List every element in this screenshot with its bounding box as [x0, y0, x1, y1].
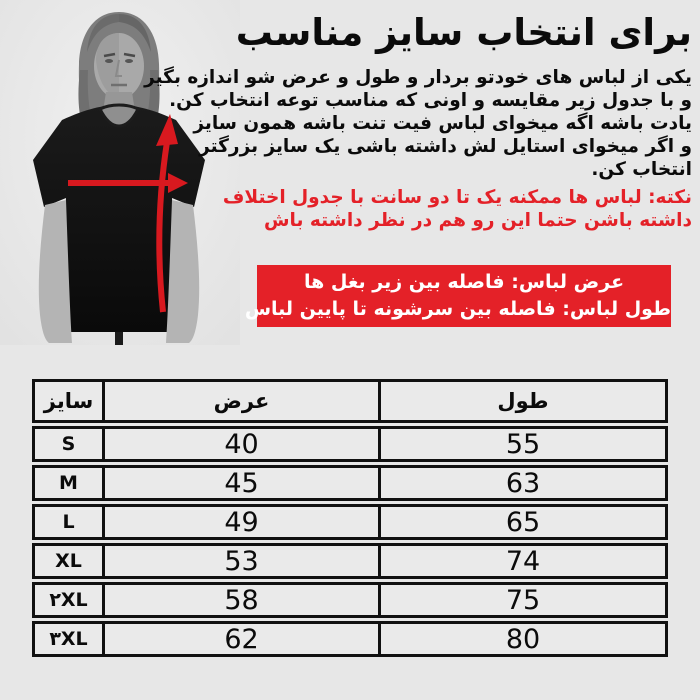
- definition-banner: [244, 265, 671, 327]
- size-cell: XL: [32, 543, 105, 579]
- stand-pole: [115, 332, 123, 345]
- intro-line: یکی از لباس های خودتو بردار و طول و عرض شو اندازه بگیر: [144, 67, 692, 89]
- intro-line: و با جدول زیر مقایسه و اونی که مناسب توعه انتخاب کن.: [169, 90, 692, 112]
- table-row: [32, 543, 668, 579]
- intro-text: [144, 66, 692, 181]
- width-cell: 45: [102, 465, 381, 501]
- intro-line: و اگر میخوای استایل لش داشته باشی یک سایز بزرگتر: [199, 136, 692, 158]
- table-row: [32, 582, 668, 618]
- width-cell: 53: [102, 543, 381, 579]
- banner-line: طول لباس: فاصله بین سرشونه تا پایین لباس: [244, 298, 671, 320]
- table-row: [32, 621, 668, 657]
- table-row: [32, 504, 668, 540]
- intro-line: انتخاب کن.: [591, 159, 692, 181]
- note-line: داشته باشن حتما این رو هم در نظر داشته باش: [264, 210, 692, 232]
- table-row: [32, 426, 668, 462]
- note-line: نکته: لباس ها ممکنه یک تا دو سانت با جدول اختلاف: [222, 187, 692, 209]
- width-cell: 62: [102, 621, 381, 657]
- note-text: [222, 186, 692, 232]
- instructions-column: [144, 10, 692, 232]
- width-cell: 49: [102, 504, 381, 540]
- length-cell: 63: [378, 465, 668, 501]
- size-table: [32, 379, 668, 660]
- length-cell: 55: [378, 426, 668, 462]
- mannequin-photo: [0, 0, 240, 345]
- table-header-row: [32, 379, 668, 423]
- intro-line: یادت باشه اگه میخوای لباس فیت تنت باشه همون سایز: [193, 113, 692, 135]
- width-cell: 40: [102, 426, 381, 462]
- banner-line: عرض لباس: فاصله بین زیر بغل ها: [303, 271, 625, 293]
- length-cell: 74: [378, 543, 668, 579]
- length-cell: 75: [378, 582, 668, 618]
- page-title: برای انتخاب سایز مناسب: [235, 11, 692, 54]
- size-cell: L: [32, 504, 105, 540]
- width-cell: 58: [102, 582, 381, 618]
- header-cell-length: طول: [378, 379, 668, 423]
- table-row: [32, 465, 668, 501]
- size-cell: ۲XL: [32, 582, 105, 618]
- length-cell: 80: [378, 621, 668, 657]
- size-cell: M: [32, 465, 105, 501]
- length-cell: 65: [378, 504, 668, 540]
- size-cell: S: [32, 426, 105, 462]
- header-cell-width: عرض: [102, 379, 381, 423]
- size-cell: ۳XL: [32, 621, 105, 657]
- header-cell-size: سایز: [32, 379, 105, 423]
